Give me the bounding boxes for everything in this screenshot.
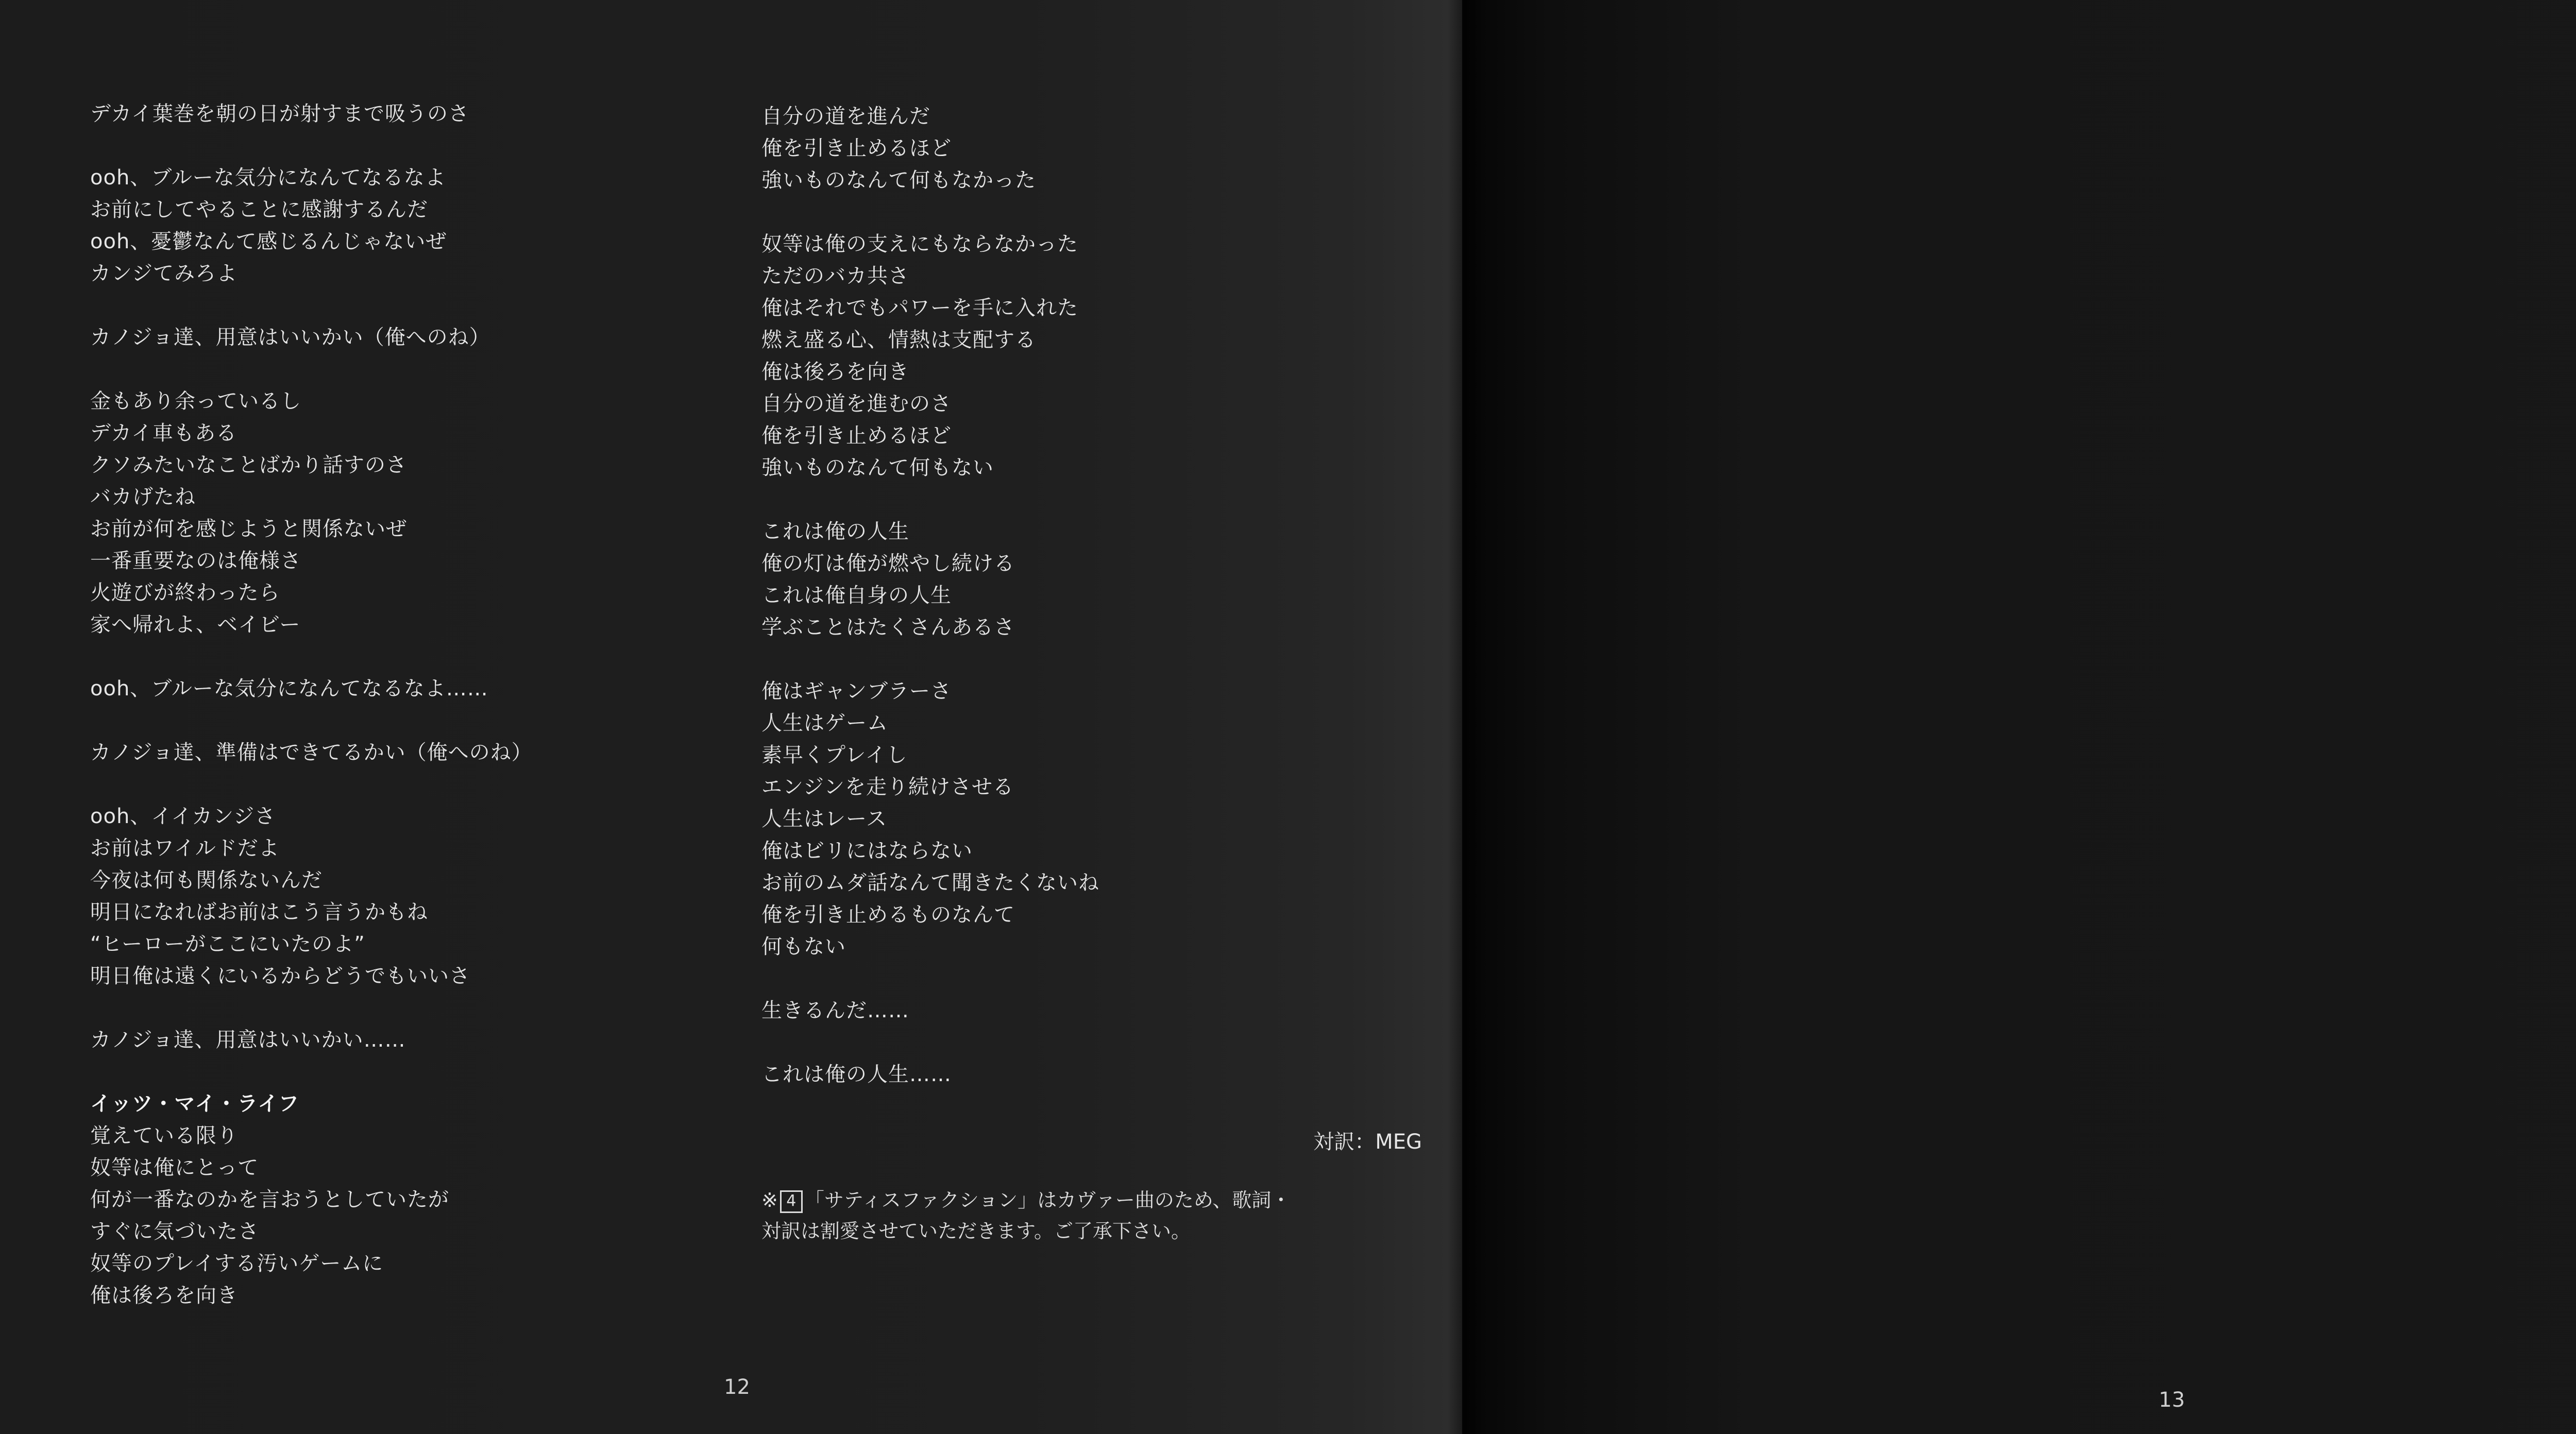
lyric-line: 生きるんだ……: [761, 999, 909, 1022]
lyric-line: 火遊びが終わったら: [90, 581, 280, 605]
lyric-line: これは俺の人生: [761, 520, 909, 543]
footnote-text-1: 「サティスファクション」はカヴァー曲のため、歌詞・: [804, 1189, 1291, 1211]
lyric-line: 燃え盛る心、情熱は支配する: [761, 328, 1036, 352]
page-number-left: 12: [724, 1375, 750, 1399]
lyric-line: 何が一番なのかを言おうとしていたが: [90, 1188, 449, 1211]
lyric-line: カノジョ達、準備はできてるかい（俺へのね）: [90, 741, 533, 764]
lyric-line: ooh、ブルーな気分になんてなるなよ: [90, 166, 446, 190]
stanza-gap: [90, 130, 683, 162]
lyrics-column-1: [90, 98, 683, 1311]
lyric-line: 学ぶことはたくさんあるさ: [761, 616, 1015, 639]
lyric-line: すぐに気づいたさ: [90, 1220, 259, 1243]
stanza-gap: [761, 196, 1405, 228]
stanza-gap: [90, 353, 683, 385]
stanza-gap: [761, 963, 1405, 995]
lyric-line: これは俺自身の人生: [761, 584, 952, 607]
lyric-line: カノジョ達、用意はいいかい……: [90, 1028, 406, 1052]
lyric-line: カノジョ達、用意はいいかい（俺へのね）: [90, 326, 490, 349]
lyric-line: 奴等は俺の支えにもならなかった: [761, 232, 1078, 256]
lyric-line: 奴等は俺にとって: [90, 1156, 259, 1180]
lyric-line: “ヒーローがここにいたのよ”: [90, 932, 365, 956]
lyric-line: 自分の道を進むのさ: [761, 392, 952, 416]
lyric-line: お前にしてやることに感謝するんだ: [90, 198, 428, 221]
stanza-gap: [90, 992, 683, 1024]
lyric-line: 何もない: [761, 935, 846, 959]
lyric-line: ooh、憂鬱なんて感じるんじゃないぜ: [90, 230, 447, 253]
track-number-box: 4: [780, 1190, 803, 1213]
lyric-line: 俺を引き止めるほど: [761, 136, 952, 160]
footnote: [761, 1185, 1431, 1247]
lyric-line: 強いものなんて何もない: [761, 456, 994, 480]
lyric-line: 俺は後ろを向き: [761, 360, 909, 384]
lyrics-column-2: [761, 100, 1405, 1090]
lyric-line: カンジてみろよ: [90, 262, 238, 285]
lyric-line: デカイ車もある: [90, 421, 237, 445]
stanza-gap: [90, 705, 683, 737]
lyric-line: デカイ葉巻を朝の日が射すまで吸うのさ: [90, 102, 469, 126]
footnote-line-1: [761, 1185, 1431, 1216]
lyric-line: 俺の灯は俺が燃やし続ける: [761, 552, 1015, 575]
lyric-line: 俺はビリにはならない: [761, 839, 973, 863]
lyric-line: 俺を引き止めるほど: [761, 424, 952, 448]
stanza-gap: [761, 1027, 1405, 1059]
lyric-line: 明日俺は遠くにいるからどうでもいいさ: [90, 964, 470, 988]
stanza-gap: [90, 289, 683, 321]
stanza-gap: [90, 641, 683, 673]
lyric-line: 一番重要なのは俺様さ: [90, 549, 301, 573]
lyric-line: 覚えている限り: [90, 1124, 238, 1148]
stanza-gap: [761, 484, 1405, 516]
stanza-gap: [90, 769, 683, 800]
lyric-line: 俺はギャンブラーさ: [761, 679, 952, 703]
lyric-line: バカげたね: [90, 485, 196, 509]
lyric-line: 人生はゲーム: [761, 711, 888, 735]
lyric-line: 素早くプレイし: [761, 743, 908, 767]
song-title: イッツ・マイ・ライフ: [90, 1092, 299, 1116]
lyric-line: クソみたいなことばかり話すのさ: [90, 453, 407, 477]
lyric-line: 自分の道を進んだ: [761, 105, 930, 128]
lyric-line: 人生はレース: [761, 807, 887, 831]
stanza-gap: [90, 1056, 683, 1088]
right-page: [1462, 0, 2576, 1434]
lyric-line: 家へ帰れよ、ベイビー: [90, 613, 301, 637]
note-mark: ※: [761, 1189, 778, 1211]
lyric-line: 今夜は何も関係ないんだ: [90, 868, 323, 892]
lyric-line: お前はワイルドだよ: [90, 836, 280, 860]
lyric-line: 明日になればお前はこう言うかもね: [90, 900, 428, 924]
lyric-line: ooh、イイカンジさ: [90, 805, 276, 828]
lyric-line: 俺は後ろを向き: [90, 1284, 238, 1307]
book-gutter-shadow: [1448, 0, 1484, 1434]
stanza-gap: [761, 643, 1405, 675]
lyric-line: 強いものなんて何もなかった: [761, 168, 1036, 192]
page-number-right: 13: [2159, 1388, 2185, 1412]
lyric-line: 金もあり余っているし: [90, 389, 301, 413]
footnote-line-2: 対訳は割愛させていただきます。ご了承下さい。: [761, 1220, 1191, 1242]
lyric-line: お前が何を感じようと関係ないぜ: [90, 517, 407, 541]
lyric-line: 俺を引き止めるものなんて: [761, 903, 1015, 927]
lyric-line: お前のムダ話なんて聞きたくないね: [761, 871, 1099, 895]
lyric-line: ooh、ブルーな気分になんてなるなよ……: [90, 677, 488, 701]
lyric-line: エンジンを走り続けさせる: [761, 775, 1014, 799]
translator-credit: 対訳：MEG: [1313, 1130, 1422, 1154]
lyric-line: 奴等のプレイする汚いゲームに: [90, 1252, 384, 1275]
lyric-line: これは俺の人生……: [761, 1063, 952, 1086]
lyric-line: ただのバカ共さ: [761, 264, 909, 288]
lyric-line: 俺はそれでもパワーを手に入れた: [761, 296, 1078, 320]
